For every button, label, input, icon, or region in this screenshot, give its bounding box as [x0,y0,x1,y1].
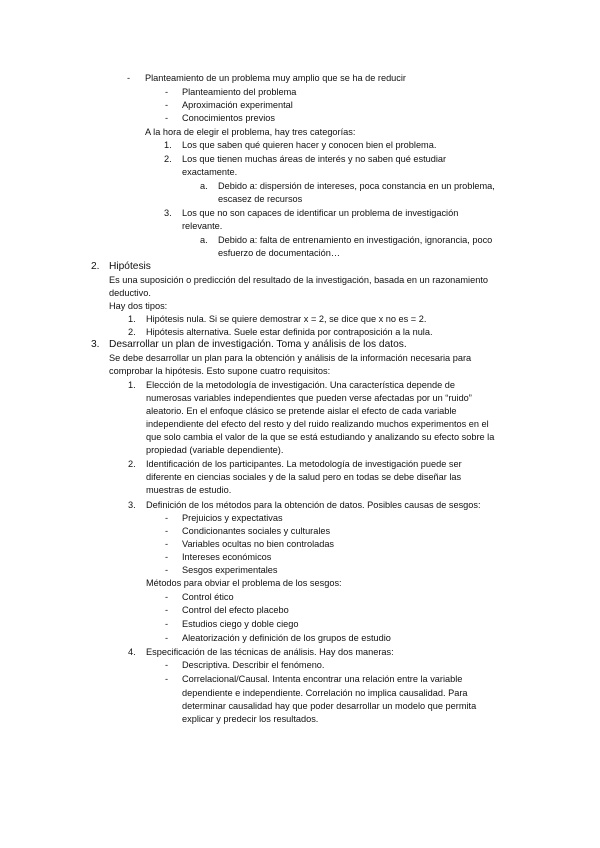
list-marker: 2. [164,154,172,164]
list-item: Identificación de los participantes. La metodología de investigación puede ser [146,459,462,469]
paragraph-line: deductivo. [109,288,151,298]
list-marker: - [165,513,169,523]
list-marker: - [165,539,169,549]
list-item-continuation: muestras de estudio. [146,485,232,495]
list-marker: - [165,660,169,670]
section-number: 3. [91,339,100,350]
paragraph-line: Hay dos tipos: [109,301,168,311]
list-item: Condicionantes sociales y culturales [182,526,331,536]
paragraph-line: A la hora de elegir el problema, hay tres categorías: [145,127,356,137]
list-item-continuation: dependiente e independiente. Correlación no implica causalidad. Para [182,688,468,698]
list-item: Estudios ciego y doble ciego [182,619,299,629]
list-item: Hipótesis alternativa. Suele estar definida por contraposición a la nula. [146,327,433,337]
list-marker: 3. [164,208,172,218]
list-marker: - [165,100,169,110]
list-item: Sesgos experimentales [182,565,278,575]
list-item: Los que tienen muchas áreas de interés y no saben qué estudiar [182,154,447,164]
list-marker: - [165,633,169,643]
list-item: Especificación de las técnicas de análisis. Hay dos maneras: [146,647,394,657]
list-marker: - [165,526,169,536]
list-marker: - [165,619,169,629]
list-item: Aproximación experimental [182,100,293,110]
list-item-continuation: explicar y predecir los resultados. [182,714,319,724]
list-item: Los que saben qué quieren hacer y conocen bien el problema. [182,140,437,150]
list-item: Control ético [182,592,234,602]
list-marker: 1. [128,314,136,324]
list-item: Control del efecto placebo [182,605,289,615]
list-item-continuation: aleatorio. En el enfoque clásico se pretende aislar el efecto de cada variable [146,406,457,416]
list-marker: 4. [128,647,136,657]
list-item-continuation: propiedad (variable dependiente). [146,445,284,455]
list-marker: a. [200,181,208,191]
list-item: Aleatorización y definición de los grupos de estudio [182,633,391,643]
list-item: Hipótesis nula. Si se quiere demostrar x = 2, se dice que x no es = 2. [146,314,427,324]
section-heading: Hipótesis [109,261,151,272]
list-marker: 2. [128,459,136,469]
list-item: Correlacional/Causal. Intenta encontrar una relación entre la variable [182,674,463,684]
list-marker: - [165,565,169,575]
list-item-continuation: numerosas variables independientes que pueden verse afectadas por un “ruido” [146,393,472,403]
list-marker: 3. [128,500,136,510]
paragraph-line: Se debe desarrollar un plan para la obtención y análisis de la información necesaria para [109,353,472,363]
list-marker: - [165,113,169,123]
list-item-continuation: diferente en ciencias sociales y de la salud pero en todas se debe diseñar las [146,472,462,482]
paragraph-line: Es una suposición o predicción del resultado de la investigación, basada en un razonamiento [109,275,488,285]
paragraph-line: Métodos para obviar el problema de los sesgos: [146,578,342,588]
list-item-continuation: esfuerzo de documentación… [218,248,341,258]
list-item: Los que no son capaces de identificar un problema de investigación [182,208,459,218]
list-marker: - [165,605,169,615]
list-item: Intereses económicos [182,552,272,562]
list-marker: 1. [128,380,136,390]
list-item: Elección de la metodología de investigación. Una característica depende de [146,380,455,390]
list-item-continuation: relevante. [182,221,223,231]
list-item-continuation: determinar causalidad hay que poder desarrollar un modelo que permita [182,701,477,711]
list-marker: - [165,592,169,602]
list-marker: - [165,674,169,684]
list-item-continuation: exactamente. [182,167,238,177]
paragraph-line: comprobar la hipótesis. Esto supone cuatro requisitos: [109,366,331,376]
list-marker: - [165,87,169,97]
list-item-continuation: escasez de recursos [218,194,303,204]
section-heading: Desarrollar un plan de investigación. Toma y análisis de los datos. [109,339,407,350]
list-item: Prejuicios y expectativas [182,513,283,523]
section-number: 2. [91,261,100,272]
list-marker: 2. [128,327,136,337]
list-marker: - [127,73,131,83]
list-marker: 1. [164,140,172,150]
list-marker: - [165,552,169,562]
list-item: Descriptiva. Describir el fenómeno. [182,660,325,670]
list-item: Variables ocultas no bien controladas [182,539,335,549]
list-item: Debido a: falta de entrenamiento en investigación, ignorancia, poco [218,235,493,245]
list-item: Conocimientos previos [182,113,275,123]
list-marker: a. [200,235,208,245]
list-item: Planteamiento del problema [182,87,297,97]
list-item: Definición de los métodos para la obtención de datos. Posibles causas de sesgos: [146,500,481,510]
list-item-continuation: independiente del efecto del resto y del ruido realizando muchos experimentos en el [146,419,489,429]
list-item: Debido a: dispersión de intereses, poca constancia en un problema, [218,181,495,191]
list-item-continuation: que solo cambia el valor de la que se está estudiando y analizando su efecto sobre la [146,432,495,442]
list-item: Planteamiento de un problema muy amplio que se ha de reducir [145,73,406,83]
